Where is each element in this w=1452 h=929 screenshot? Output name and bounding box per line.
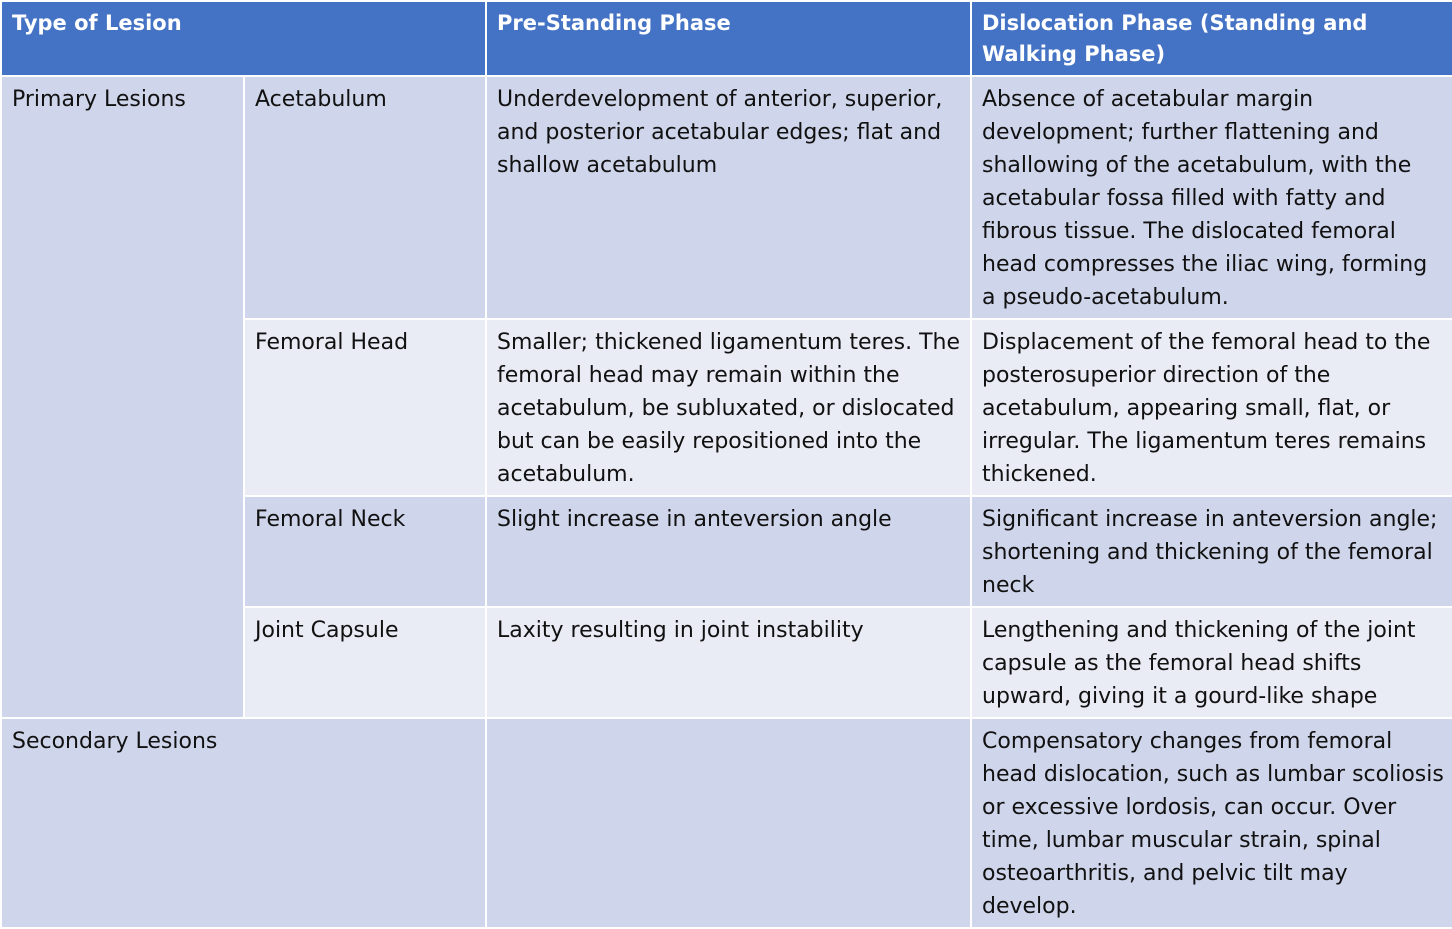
joint-capsule-dislocation: Lengthening and thickening of the joint capsule as the femoral head shifts upward, giving it a gourd-like shape	[971, 607, 1452, 718]
acetabulum-dislocation: Absence of acetabular margin development; further flattening and shallowing of the acetabulum, with the acetabular fossa filled with fatty and fibrous tissue. The dislocated femoral head compresses the iliac wing, forming a pseudo-acetabulum.	[971, 76, 1452, 319]
header-row	[1, 1, 1452, 76]
femoral-neck-dislocation: Significant increase in anteversion angle; shortening and thickening of the femoral neck	[971, 496, 1452, 607]
secondary-dislocation: Compensatory changes from femoral head dislocation, such as lumbar scoliosis or excessive lordosis, can occur. Over time, lumbar muscular strain, spinal osteoarthritis, and pelvic tilt may develop.	[971, 718, 1452, 928]
acetabulum-label: Acetabulum	[244, 76, 486, 319]
header-type-of-lesion: Type of Lesion	[1, 1, 486, 76]
femoral-neck-pre-standing: Slight increase in anteversion angle	[486, 496, 971, 607]
joint-capsule-label: Joint Capsule	[244, 607, 486, 718]
secondary-pre-standing	[486, 718, 971, 928]
acetabulum-pre-standing: Underdevelopment of anterior, superior, and posterior acetabular edges; flat and shallow acetabulum	[486, 76, 971, 319]
table-row-secondary-lesions	[1, 718, 1452, 928]
femoral-head-pre-standing: Smaller; thickened ligamentum teres. The femoral head may remain within the acetabulum, be subluxated, or dislocated but can be easily repositioned into the acetabulum.	[486, 319, 971, 496]
joint-capsule-pre-standing: Laxity resulting in joint instability	[486, 607, 971, 718]
femoral-head-label: Femoral Head	[244, 319, 486, 496]
table-row-acetabulum	[1, 76, 1452, 319]
secondary-lesions-label: Secondary Lesions	[1, 718, 486, 928]
primary-lesions-label: Primary Lesions	[1, 76, 244, 718]
header-dislocation-phase: Dislocation Phase (Standing and Walking Phase)	[971, 1, 1452, 76]
femoral-head-dislocation: Displacement of the femoral head to the posterosuperior direction of the acetabulum, appearing small, flat, or irregular. The ligamentum teres remains thickened.	[971, 319, 1452, 496]
femoral-neck-label: Femoral Neck	[244, 496, 486, 607]
header-pre-standing-phase: Pre-Standing Phase	[486, 1, 971, 76]
